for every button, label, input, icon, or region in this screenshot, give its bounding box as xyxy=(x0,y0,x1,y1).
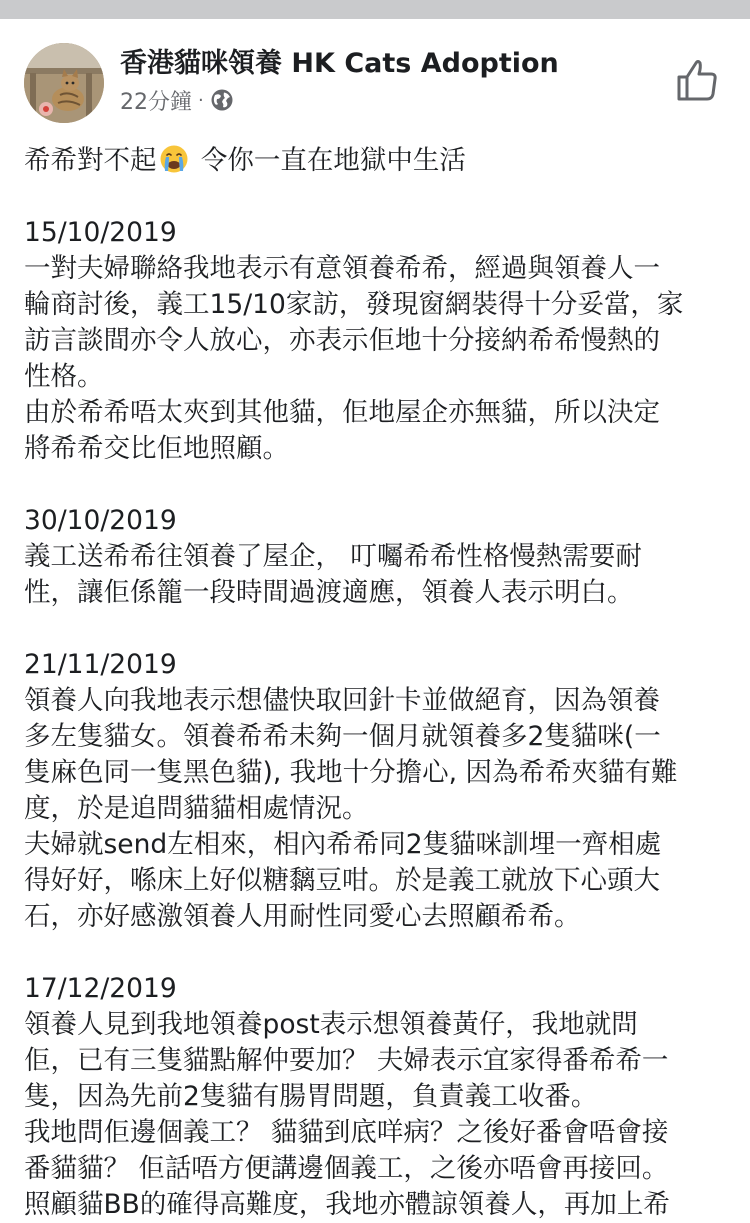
post-date-line: 30/10/2019 xyxy=(24,505,177,536)
page-name[interactable]: 香港貓咪領養 HK Cats Adoption xyxy=(120,48,559,79)
post-line: 我地問佢邊個義工？ 貓貓到底咩病？之後好番會唔會接 xyxy=(24,1117,669,1148)
post-meta xyxy=(120,86,234,114)
post-line: 一對夫婦聯絡我地表示有意領養希希，經過與領養人一 xyxy=(24,253,660,284)
top-status-strip xyxy=(0,0,750,19)
post-timestamp[interactable]: 22分鐘 xyxy=(120,89,192,115)
post-line: 得好好，喺床上好似糖黐豆咁。於是義工就放下心頭大 xyxy=(24,865,660,896)
post-line xyxy=(24,935,728,971)
like-button[interactable] xyxy=(672,55,722,105)
post-line: 照顧貓BB的確得高難度，我地亦體諒領養人，再加上希 xyxy=(24,1189,670,1220)
intro-text-rest: 令你一直在地獄中生活 xyxy=(192,145,466,176)
post-date-line: 15/10/2019 xyxy=(24,217,177,248)
post-body xyxy=(24,143,728,1223)
post-line: 領養人見到我地領養post表示想領養黃仔，我地就問 xyxy=(24,1009,638,1040)
post-line: 隻麻色同一隻黑色貓), 我地十分擔心, 因為希希夾貓有難 xyxy=(24,757,678,788)
post-line: 義工送希希往領養了屋企， 叮囑希希性格慢熱需要耐 xyxy=(24,541,642,572)
post-date-line: 17/12/2019 xyxy=(24,973,177,1004)
post-line: 隻，因為先前2隻貓有腸胃問題，負責義工收番。 xyxy=(24,1081,598,1112)
globe-icon[interactable] xyxy=(210,88,234,112)
intro-text: 希希對不起 xyxy=(24,145,157,176)
post-line xyxy=(24,611,728,647)
post-line: 多左隻貓女。領養希希未夠一個月就領養多2隻貓咪(一 xyxy=(24,721,661,752)
post-line: 由於希希唔太夾到其他貓，佢地屋企亦無貓，所以決定 xyxy=(24,397,660,428)
facebook-post xyxy=(0,19,750,1220)
post-line: 佢，已有三隻貓點解仲要加？ 夫婦表示宜家得番希希一 xyxy=(24,1045,669,1076)
post-line xyxy=(24,179,728,215)
thumbs-up-icon xyxy=(672,55,722,105)
post-line xyxy=(24,467,728,503)
post-line: 度，於是追問貓貓相處情況。 xyxy=(24,793,369,824)
post-date-line: 21/11/2019 xyxy=(24,649,177,680)
page-avatar[interactable] xyxy=(24,43,104,123)
post-line: 性格。 xyxy=(24,361,104,392)
post-intro-line xyxy=(24,143,728,179)
post-line: 領養人向我地表示想儘快取回針卡並做絕育，因為領養 xyxy=(24,685,660,716)
post-line: 將希希交比佢地照顧。 xyxy=(24,433,289,464)
post-line: 石，亦好感激領養人用耐性同愛心去照顧希希。 xyxy=(24,901,581,932)
post-line: 夫婦就send左相來，相內希希同2隻貓咪訓埋一齊相處 xyxy=(24,829,662,860)
meta-separator: · xyxy=(198,89,204,111)
post-line: 訪言談間亦令人放心，亦表示佢地十分接納希希慢熱的 xyxy=(24,325,660,356)
crying-face-icon xyxy=(159,144,189,174)
post-line: 番貓貓？ 佢話唔方便講邊個義工，之後亦唔會再接回。 xyxy=(24,1153,669,1184)
post-line: 輪商討後，義工15/10家訪，發現窗網裝得十分妥當，家 xyxy=(24,289,684,320)
avatar-cat-photo xyxy=(24,43,104,123)
post-line: 性，讓佢係籠一段時間過渡適應，領養人表示明白。 xyxy=(24,577,634,608)
